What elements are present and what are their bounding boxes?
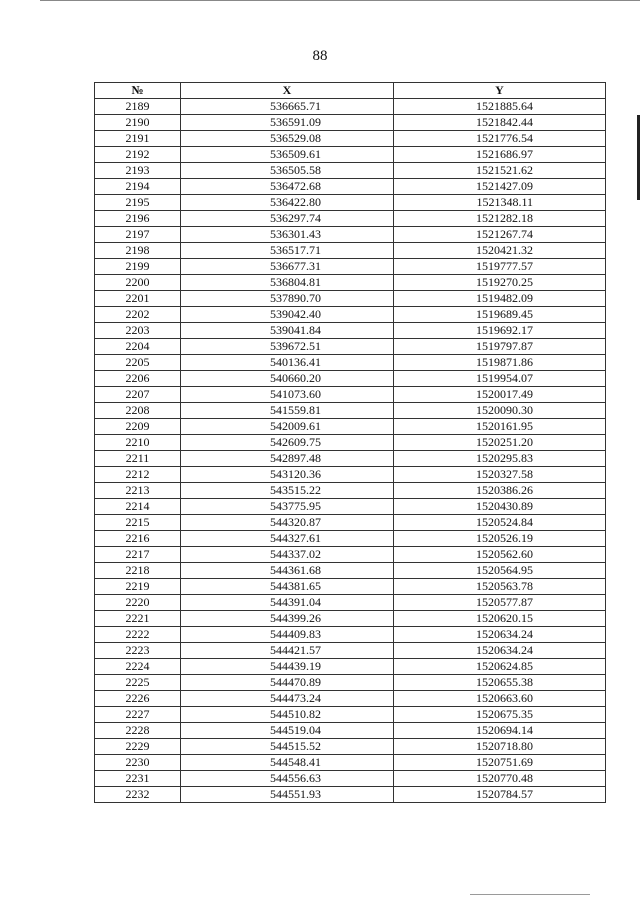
cell-x: 544391.04 xyxy=(181,595,394,611)
table-row xyxy=(95,323,606,339)
cell-y: 1521842.44 xyxy=(394,115,606,131)
cell-y: 1519482.09 xyxy=(394,291,606,307)
cell-y: 1520624.85 xyxy=(394,659,606,675)
cell-y: 1520563.78 xyxy=(394,579,606,595)
cell-number: 2200 xyxy=(95,275,181,291)
cell-x: 544361.68 xyxy=(181,563,394,579)
table-row xyxy=(95,451,606,467)
cell-x: 544421.57 xyxy=(181,643,394,659)
cell-y: 1520430.89 xyxy=(394,499,606,515)
cell-y: 1520718.80 xyxy=(394,739,606,755)
cell-y: 1520751.69 xyxy=(394,755,606,771)
cell-x: 536677.31 xyxy=(181,259,394,275)
cell-x: 536591.09 xyxy=(181,115,394,131)
cell-number: 2189 xyxy=(95,99,181,115)
table-row xyxy=(95,371,606,387)
cell-x: 536517.71 xyxy=(181,243,394,259)
table-row xyxy=(95,787,606,803)
cell-number: 2198 xyxy=(95,243,181,259)
cell-x: 541073.60 xyxy=(181,387,394,403)
cell-x: 543775.95 xyxy=(181,499,394,515)
table-row xyxy=(95,403,606,419)
cell-y: 1520634.24 xyxy=(394,627,606,643)
table-row xyxy=(95,611,606,627)
cell-number: 2218 xyxy=(95,563,181,579)
table-row xyxy=(95,163,606,179)
cell-number: 2207 xyxy=(95,387,181,403)
cell-number: 2230 xyxy=(95,755,181,771)
table-row xyxy=(95,387,606,403)
cell-number: 2208 xyxy=(95,403,181,419)
cell-x: 544439.19 xyxy=(181,659,394,675)
cell-x: 542897.48 xyxy=(181,451,394,467)
cell-x: 539041.84 xyxy=(181,323,394,339)
cell-y: 1519777.57 xyxy=(394,259,606,275)
cell-number: 2228 xyxy=(95,723,181,739)
table-row xyxy=(95,259,606,275)
cell-x: 540660.20 xyxy=(181,371,394,387)
cell-x: 544519.04 xyxy=(181,723,394,739)
cell-y: 1521267.74 xyxy=(394,227,606,243)
cell-x: 544337.02 xyxy=(181,547,394,563)
cell-y: 1520694.14 xyxy=(394,723,606,739)
table-row xyxy=(95,531,606,547)
cell-y: 1519871.86 xyxy=(394,355,606,371)
cell-x: 536422.80 xyxy=(181,195,394,211)
table-row xyxy=(95,195,606,211)
table-row xyxy=(95,483,606,499)
cell-number: 2190 xyxy=(95,115,181,131)
cell-y: 1519954.07 xyxy=(394,371,606,387)
table-row xyxy=(95,563,606,579)
scan-edge-bottom xyxy=(470,894,590,895)
cell-x: 542009.61 xyxy=(181,419,394,435)
cell-y: 1520564.95 xyxy=(394,563,606,579)
table-row xyxy=(95,355,606,371)
cell-x: 544409.83 xyxy=(181,627,394,643)
table-row xyxy=(95,307,606,323)
table-row xyxy=(95,99,606,115)
cell-y: 1521427.09 xyxy=(394,179,606,195)
cell-x: 536529.08 xyxy=(181,131,394,147)
table-header-row xyxy=(95,83,606,99)
table-row xyxy=(95,755,606,771)
table-row xyxy=(95,499,606,515)
cell-number: 2221 xyxy=(95,611,181,627)
cell-y: 1520675.35 xyxy=(394,707,606,723)
cell-number: 2232 xyxy=(95,787,181,803)
cell-x: 544515.52 xyxy=(181,739,394,755)
cell-y: 1519270.25 xyxy=(394,275,606,291)
cell-y: 1520663.60 xyxy=(394,691,606,707)
cell-number: 2191 xyxy=(95,131,181,147)
cell-y: 1520655.38 xyxy=(394,675,606,691)
cell-y: 1520161.95 xyxy=(394,419,606,435)
table-row xyxy=(95,691,606,707)
table-row xyxy=(95,291,606,307)
table-row xyxy=(95,147,606,163)
cell-number: 2203 xyxy=(95,323,181,339)
cell-number: 2212 xyxy=(95,467,181,483)
cell-x: 544399.26 xyxy=(181,611,394,627)
cell-number: 2194 xyxy=(95,179,181,195)
cell-y: 1520784.57 xyxy=(394,787,606,803)
cell-x: 544320.87 xyxy=(181,515,394,531)
header-y: Y xyxy=(394,83,606,99)
cell-x: 544473.24 xyxy=(181,691,394,707)
cell-number: 2196 xyxy=(95,211,181,227)
table-row xyxy=(95,547,606,563)
table-row xyxy=(95,595,606,611)
cell-number: 2201 xyxy=(95,291,181,307)
cell-x: 536509.61 xyxy=(181,147,394,163)
cell-x: 539042.40 xyxy=(181,307,394,323)
cell-x: 536804.81 xyxy=(181,275,394,291)
table-row xyxy=(95,675,606,691)
cell-number: 2197 xyxy=(95,227,181,243)
cell-number: 2205 xyxy=(95,355,181,371)
cell-x: 544470.89 xyxy=(181,675,394,691)
cell-number: 2214 xyxy=(95,499,181,515)
cell-number: 2216 xyxy=(95,531,181,547)
cell-x: 536297.74 xyxy=(181,211,394,227)
cell-number: 2219 xyxy=(95,579,181,595)
cell-x: 543515.22 xyxy=(181,483,394,499)
cell-y: 1521348.11 xyxy=(394,195,606,211)
cell-x: 544381.65 xyxy=(181,579,394,595)
cell-x: 536472.68 xyxy=(181,179,394,195)
cell-x: 536505.58 xyxy=(181,163,394,179)
cell-x: 541559.81 xyxy=(181,403,394,419)
table-row xyxy=(95,339,606,355)
cell-x: 536301.43 xyxy=(181,227,394,243)
cell-y: 1520327.58 xyxy=(394,467,606,483)
table-row xyxy=(95,771,606,787)
cell-number: 2222 xyxy=(95,627,181,643)
header-number: № xyxy=(95,83,181,99)
cell-y: 1521776.54 xyxy=(394,131,606,147)
cell-y: 1520620.15 xyxy=(394,611,606,627)
cell-x: 544327.61 xyxy=(181,531,394,547)
cell-y: 1520577.87 xyxy=(394,595,606,611)
cell-number: 2229 xyxy=(95,739,181,755)
cell-x: 544548.41 xyxy=(181,755,394,771)
cell-y: 1519692.17 xyxy=(394,323,606,339)
table-row xyxy=(95,739,606,755)
cell-number: 2195 xyxy=(95,195,181,211)
cell-number: 2215 xyxy=(95,515,181,531)
scan-edge-top xyxy=(40,0,640,1)
cell-y: 1520770.48 xyxy=(394,771,606,787)
table-row xyxy=(95,643,606,659)
page-number: 88 xyxy=(312,48,328,64)
cell-y: 1520295.83 xyxy=(394,451,606,467)
cell-y: 1520251.20 xyxy=(394,435,606,451)
cell-number: 2220 xyxy=(95,595,181,611)
cell-y: 1521885.64 xyxy=(394,99,606,115)
table-row xyxy=(95,515,606,531)
cell-number: 2204 xyxy=(95,339,181,355)
table-row xyxy=(95,723,606,739)
table-row xyxy=(95,435,606,451)
cell-y: 1520090.30 xyxy=(394,403,606,419)
table-row xyxy=(95,627,606,643)
cell-y: 1520524.84 xyxy=(394,515,606,531)
cell-x: 536665.71 xyxy=(181,99,394,115)
cell-x: 539672.51 xyxy=(181,339,394,355)
header-x: X xyxy=(181,83,394,99)
cell-y: 1521686.97 xyxy=(394,147,606,163)
cell-y: 1520421.32 xyxy=(394,243,606,259)
cell-number: 2223 xyxy=(95,643,181,659)
cell-number: 2209 xyxy=(95,419,181,435)
cell-number: 2231 xyxy=(95,771,181,787)
cell-number: 2227 xyxy=(95,707,181,723)
table-row xyxy=(95,227,606,243)
cell-y: 1521282.18 xyxy=(394,211,606,227)
cell-y: 1520017.49 xyxy=(394,387,606,403)
cell-number: 2193 xyxy=(95,163,181,179)
cell-y: 1519689.45 xyxy=(394,307,606,323)
cell-y: 1520634.24 xyxy=(394,643,606,659)
table-row xyxy=(95,115,606,131)
cell-x: 537890.70 xyxy=(181,291,394,307)
cell-number: 2206 xyxy=(95,371,181,387)
cell-x: 544556.63 xyxy=(181,771,394,787)
cell-x: 542609.75 xyxy=(181,435,394,451)
cell-y: 1520526.19 xyxy=(394,531,606,547)
table-body xyxy=(95,99,606,803)
cell-number: 2213 xyxy=(95,483,181,499)
table-row xyxy=(95,579,606,595)
table-row xyxy=(95,467,606,483)
cell-y: 1519797.87 xyxy=(394,339,606,355)
cell-x: 544551.93 xyxy=(181,787,394,803)
table-row xyxy=(95,275,606,291)
coordinates-table xyxy=(94,82,606,803)
cell-y: 1521521.62 xyxy=(394,163,606,179)
cell-number: 2199 xyxy=(95,259,181,275)
cell-y: 1520386.26 xyxy=(394,483,606,499)
table-row xyxy=(95,131,606,147)
table-row xyxy=(95,243,606,259)
cell-number: 2211 xyxy=(95,451,181,467)
cell-x: 540136.41 xyxy=(181,355,394,371)
table-row xyxy=(95,659,606,675)
cell-x: 543120.36 xyxy=(181,467,394,483)
cell-number: 2202 xyxy=(95,307,181,323)
cell-number: 2224 xyxy=(95,659,181,675)
cell-number: 2217 xyxy=(95,547,181,563)
table-row xyxy=(95,707,606,723)
cell-number: 2210 xyxy=(95,435,181,451)
table-row xyxy=(95,419,606,435)
cell-x: 544510.82 xyxy=(181,707,394,723)
cell-y: 1520562.60 xyxy=(394,547,606,563)
table-row xyxy=(95,211,606,227)
cell-number: 2225 xyxy=(95,675,181,691)
table-row xyxy=(95,179,606,195)
cell-number: 2192 xyxy=(95,147,181,163)
cell-number: 2226 xyxy=(95,691,181,707)
